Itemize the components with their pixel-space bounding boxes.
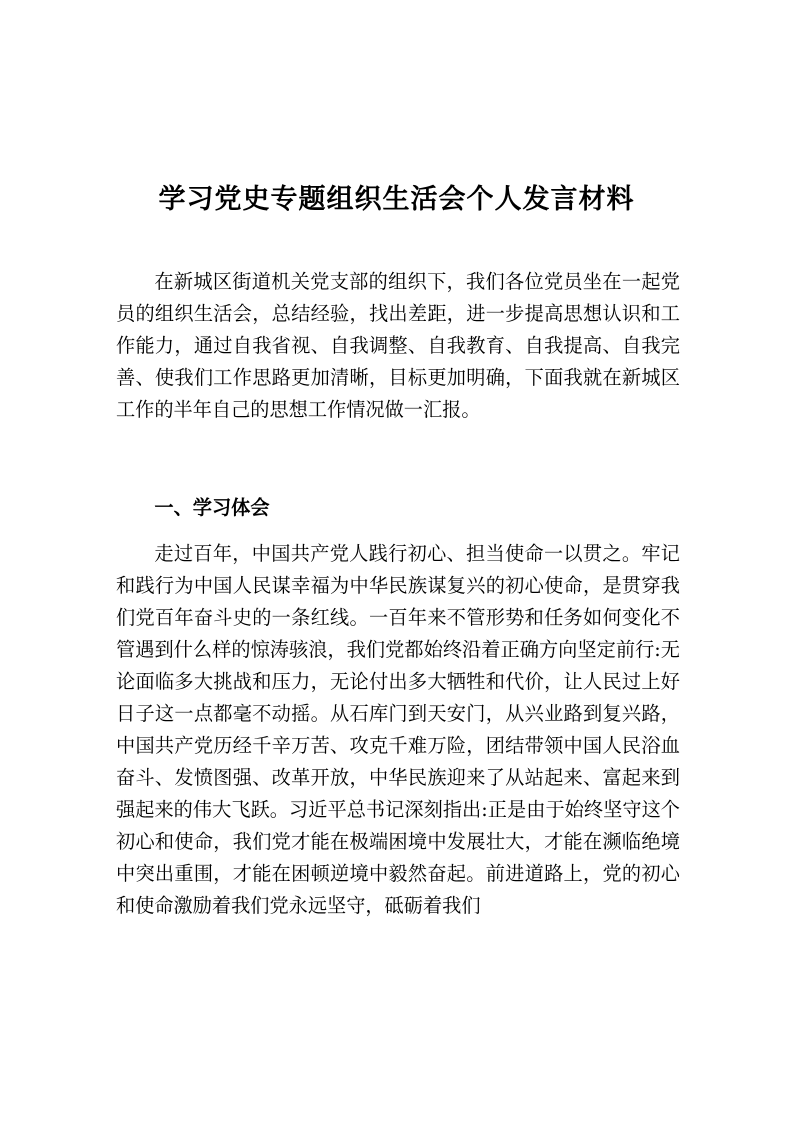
document-title: 学习党史专题组织生活会个人发言材料 xyxy=(158,184,635,215)
section-paragraph: 走过百年，中国共产党人践行初心、担当使命一以贯之。牢记和践行为中国人民谋幸福为中华民族谋复兴的初心使命，是贯穿我们党百年奋斗史的一条红线。一百年来不管形势和任务如何变化不管遇到什么样的惊涛骇浪，我们党都始终沿着正确方向坚定前行:无论面临多大挑战和压力，无论付出多大牺牲和代价，让人民过上好日子这一点都毫不动摇。从石库门到天安门，从兴业路到复兴路，中国共产党历经千辛万苦、攻克千难万险，团结带领中国人民浴血奋斗、发愤图强、改革开放，中华民族迎来了从站起来、富起来到强起来的伟大飞跃。习近平总书记深刻指出:正是由于始终坚守这个初心和使命，我们党才能在极端困境中发展壮大，才能在濒临绝境中突出重围，才能在困顿逆境中毅然奋起。前进道路上，党的初心和使命激励着我们党永远坚守，砥砺着我们 xyxy=(116,542,680,917)
intro-paragraph: 在新城区街道机关党支部的组织下，我们各位党员坐在一起党员的组织生活会，总结经验，找出差距，进一步提高思想认识和工作能力，通过自我省视、自我调整、自我教育、自我提高、自我完善、使我们工作思路更加清晰，目标更加明确，下面我就在新城区工作的半年自己的思想工作情况做一汇报。 xyxy=(116,270,680,421)
section-heading: 一、学习体会 xyxy=(154,496,270,519)
intro-section xyxy=(116,266,680,426)
section-body xyxy=(116,538,680,922)
